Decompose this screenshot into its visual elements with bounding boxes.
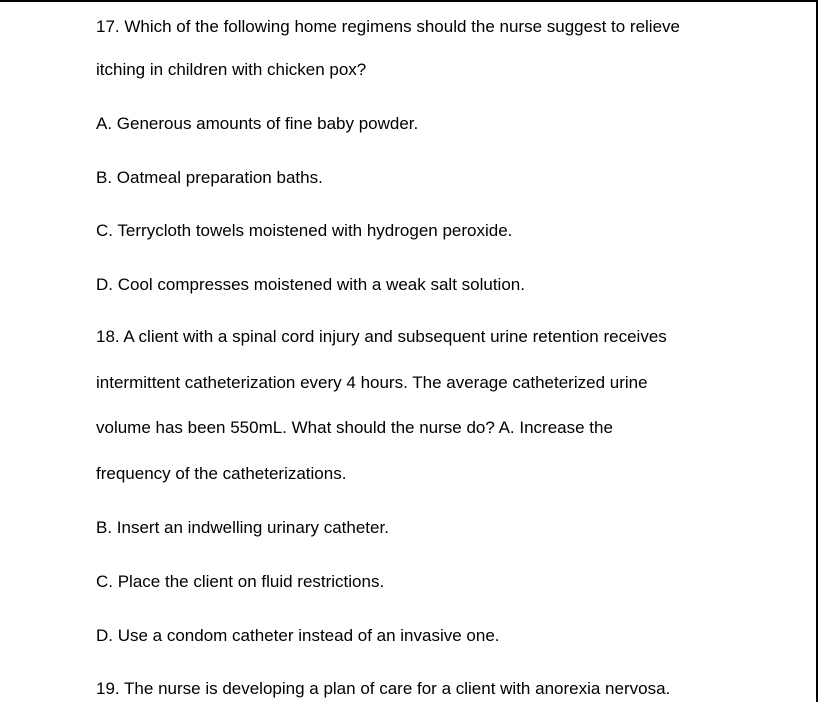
question-18-text-line-2: intermittent catheterization every 4 hours. The average catheterized urine <box>96 373 648 392</box>
question-17-text-line-1: 17. Which of the following home regimens should the nurse suggest to relieve <box>96 17 680 36</box>
question-17-option-a: A. Generous amounts of fine baby powder. <box>96 114 419 133</box>
question-18-text-line-1: 18. A client with a spinal cord injury and subsequent urine retention receives <box>96 327 667 346</box>
question-18-text-line-4: frequency of the catheterizations. <box>96 464 347 483</box>
question-17-option-c: C. Terrycloth towels moistened with hydrogen peroxide. <box>96 221 513 240</box>
question-18-text-line-3: volume has been 550mL. What should the nurse do? A. Increase the <box>96 418 613 437</box>
question-17-text-line-2: itching in children with chicken pox? <box>96 60 367 79</box>
question-17-option-d: D. Cool compresses moistened with a weak salt solution. <box>96 275 525 294</box>
question-18-option-c: C. Place the client on fluid restrictions. <box>96 572 385 591</box>
question-19-text-line-1: 19. The nurse is developing a plan of care for a client with anorexia nervosa. <box>96 679 671 698</box>
question-18-option-d: D. Use a condom catheter instead of an invasive one. <box>96 626 500 645</box>
question-17-option-b: B. Oatmeal preparation baths. <box>96 168 323 187</box>
question-18-option-b: B. Insert an indwelling urinary catheter. <box>96 518 389 537</box>
